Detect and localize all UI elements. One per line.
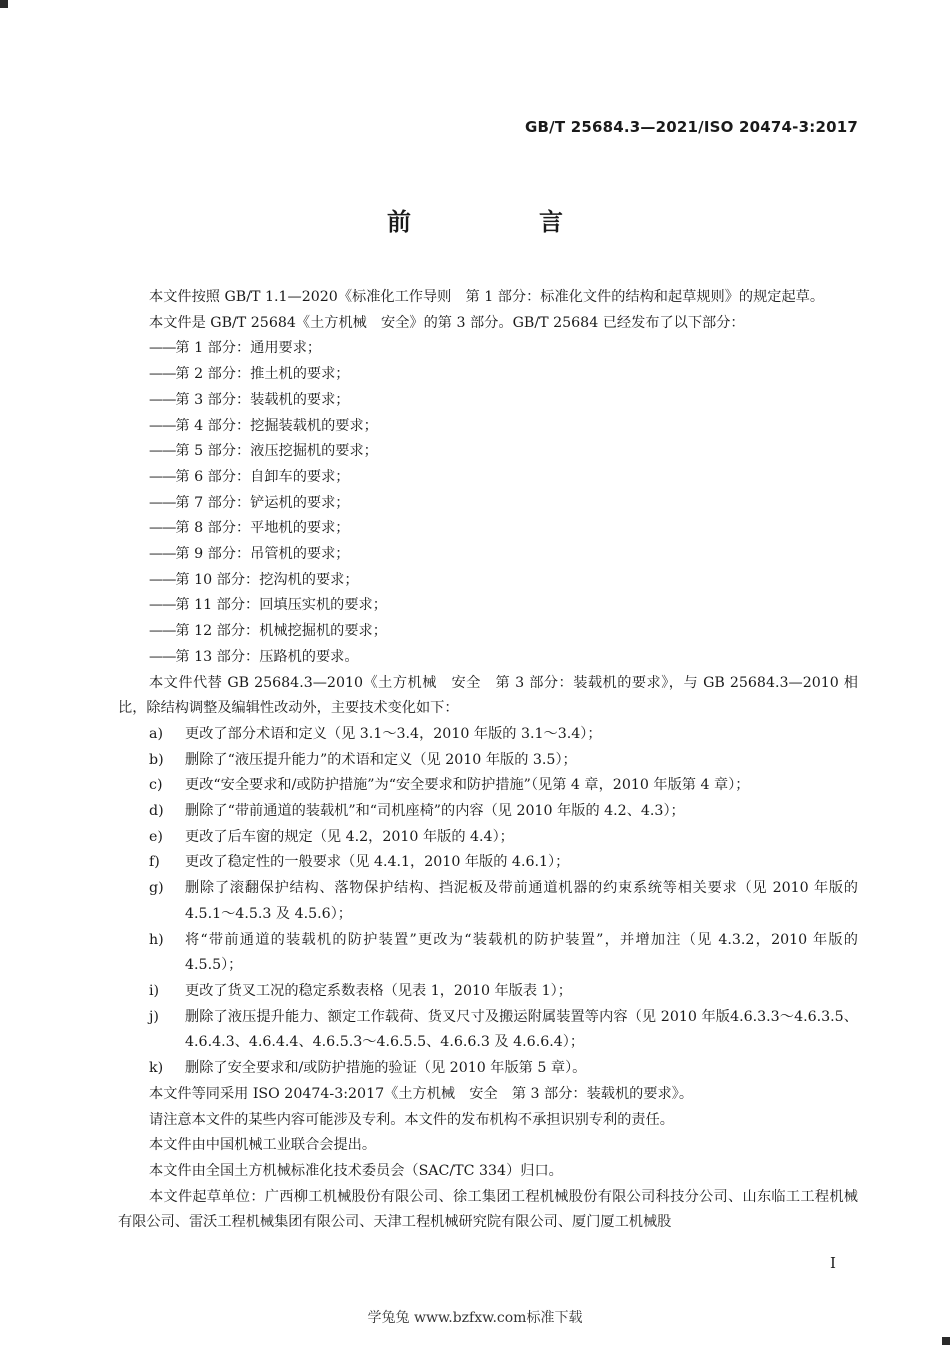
change-letter: k) [149, 1060, 164, 1077]
list-item [118, 593, 858, 619]
change-text: 更改了后车窗的规定（见 4.2，2010 年版的 4.4）； [185, 828, 514, 845]
change-item [118, 1005, 858, 1056]
list-item [118, 568, 858, 594]
change-item [118, 928, 858, 979]
list-item-text: 第 13 部分：压路机的要求。 [175, 648, 359, 665]
change-text: 更改了部分术语和定义（见 3.1～3.4，2010 年版的 3.1～3.4）； [185, 725, 602, 742]
change-letter: g) [149, 880, 164, 897]
dash-mark: —— [149, 417, 176, 434]
replacement-paragraph: 本文件代替 GB 25684.3—2010《土方机械 安全 第 3 部分：装载机的要求》，与 GB 25684.3—2010 相比，除结构调整及编辑性改动外，主要技术变化如下： [118, 674, 858, 717]
change-text: 更改了稳定性的一般要求（见 4.4.1，2010 年版的 4.6.1）； [185, 854, 570, 871]
committee-paragraph: 本文件由全国土方机械标准化技术委员会（SAC/TC 334）归口。 [149, 1162, 563, 1179]
drafting-units-paragraph: 本文件起草单位：广西柳工机械股份有限公司、徐工集团工程机械股份有限公司科技分公司、山东临工工程机械有限公司、雷沃工程机械集团有限公司、天津工程机械研究院有限公司、厦门厦工机械股 [118, 1188, 858, 1231]
dash-mark: —— [149, 494, 176, 511]
change-letter: f) [149, 854, 160, 871]
page-title: 前 言 [387, 207, 615, 236]
list-item [118, 465, 858, 491]
list-item-text: 第 4 部分：挖掘装载机的要求； [175, 417, 378, 434]
document-body [118, 285, 858, 1236]
change-letter: e) [149, 828, 163, 845]
dash-mark: —— [149, 623, 176, 640]
scan-artifact [0, 0, 8, 8]
change-letter: j) [149, 1008, 159, 1025]
change-item [118, 722, 858, 748]
proposer-paragraph: 本文件由中国机械工业联合会提出。 [149, 1137, 377, 1154]
changes-list [118, 722, 858, 1082]
change-letter: d) [149, 803, 164, 820]
scan-artifact [942, 1337, 950, 1345]
dash-mark: —— [149, 520, 176, 537]
list-item-text: 第 3 部分：装载机的要求； [175, 391, 350, 408]
dash-mark: —— [149, 648, 176, 665]
change-letter: b) [149, 751, 164, 768]
list-item-text: 第 5 部分：液压挖掘机的要求； [175, 443, 378, 460]
change-item [118, 1056, 858, 1082]
change-text: 更改“安全要求和/或防护措施”为“安全要求和防护措施”（见第 4 章，2010 年版第 4 章）； [185, 777, 750, 794]
list-item [118, 542, 858, 568]
list-item [118, 439, 858, 465]
change-text: 删除了液压提升能力、额定工作载荷、货叉尺寸及搬运附属装置等内容（见 2010 年版4.6.3.3～4.6.3.5、4.6.4.3、4.6.4.4、4.6.5.3～4.6.5.5、4.6.6.3 及 4.6.6.4）； [185, 1008, 858, 1051]
list-item [118, 362, 858, 388]
dash-mark: —— [149, 571, 176, 588]
list-item-text: 第 9 部分：吊管机的要求； [175, 546, 350, 563]
list-item-text: 第 2 部分：推土机的要求； [175, 366, 350, 383]
change-letter: c) [149, 777, 163, 794]
change-text: 删除了安全要求和/或防护措施的验证（见 2010 年版第 5 章）。 [185, 1060, 587, 1077]
dash-mark: —— [149, 468, 176, 485]
list-item [118, 619, 858, 645]
intro-paragraph: 本文件按照 GB/T 1.1—2020《标准化工作导则 第 1 部分：标准化文件的结构和起草规则》的规定起草。 [149, 289, 825, 305]
page-number: I [830, 1254, 836, 1272]
dash-mark: —— [149, 340, 176, 357]
dash-mark: —— [149, 366, 176, 383]
change-item [118, 850, 858, 876]
change-text: 删除了“液压提升能力”的术语和定义（见 2010 年版的 3.5）； [185, 751, 577, 768]
list-item [118, 491, 858, 517]
patent-notice: 请注意本文件的某些内容可能涉及专利。本文件的发布机构不承担识别专利的责任。 [149, 1111, 674, 1128]
change-item [118, 979, 858, 1005]
dash-mark: —— [149, 597, 176, 614]
list-item [118, 516, 858, 542]
dash-mark: —— [149, 391, 176, 408]
parts-list [118, 336, 858, 670]
change-item [118, 799, 858, 825]
list-item-text: 第 1 部分：通用要求； [175, 340, 322, 357]
change-letter: i) [149, 982, 160, 999]
dash-mark: —— [149, 443, 176, 460]
change-text: 将“带前通道的装载机的防护装置”更改为“装载机的防护装置”，并增加注（见 4.3.2，2010 年版的 4.5.5）； [185, 931, 858, 974]
change-text: 更改了货叉工况的稳定系数表格（见表 1，2010 年版表 1）； [185, 982, 572, 999]
change-text: 删除了“带前通道的装载机”和“司机座椅”的内容（见 2010 年版的 4.2、4.3）； [185, 803, 685, 820]
change-item [118, 825, 858, 851]
list-item-text: 第 11 部分：回填压实机的要求； [175, 597, 387, 614]
change-letter: a) [149, 725, 163, 742]
intro-paragraph: 本文件是 GB/T 25684《土方机械 安全》的第 3 部分。GB/T 25684 已经发布了以下部分： [149, 314, 745, 331]
change-item [118, 876, 858, 927]
change-item [118, 748, 858, 774]
list-item-text: 第 10 部分：挖沟机的要求； [175, 571, 359, 588]
change-item [118, 773, 858, 799]
change-text: 删除了滚翻保护结构、落物保护结构、挡泥板及带前通道机器的约束系统等相关要求（见 2010 年版的 4.5.1～4.5.3 及 4.5.6）； [185, 880, 858, 922]
list-item-text: 第 8 部分：平地机的要求； [175, 520, 350, 537]
list-item [118, 414, 858, 440]
dash-mark: —— [149, 546, 176, 563]
standard-code: GB/T 25684.3—2021/ISO 20474-3:2017 [525, 118, 858, 136]
adoption-paragraph: 本文件等同采用 ISO 20474-3:2017《土方机械 安全 第 3 部分：装载机的要求》。 [149, 1085, 694, 1102]
watermark: 学兔兔 www.bzfxw.com标准下载 [367, 1310, 583, 1326]
list-item [118, 645, 858, 671]
list-item-text: 第 12 部分：机械挖掘机的要求； [175, 623, 387, 640]
change-letter: h) [149, 931, 164, 948]
list-item [118, 388, 858, 414]
list-item [118, 336, 858, 362]
list-item-text: 第 6 部分：自卸车的要求； [175, 468, 350, 485]
list-item-text: 第 7 部分：铲运机的要求； [175, 494, 350, 511]
